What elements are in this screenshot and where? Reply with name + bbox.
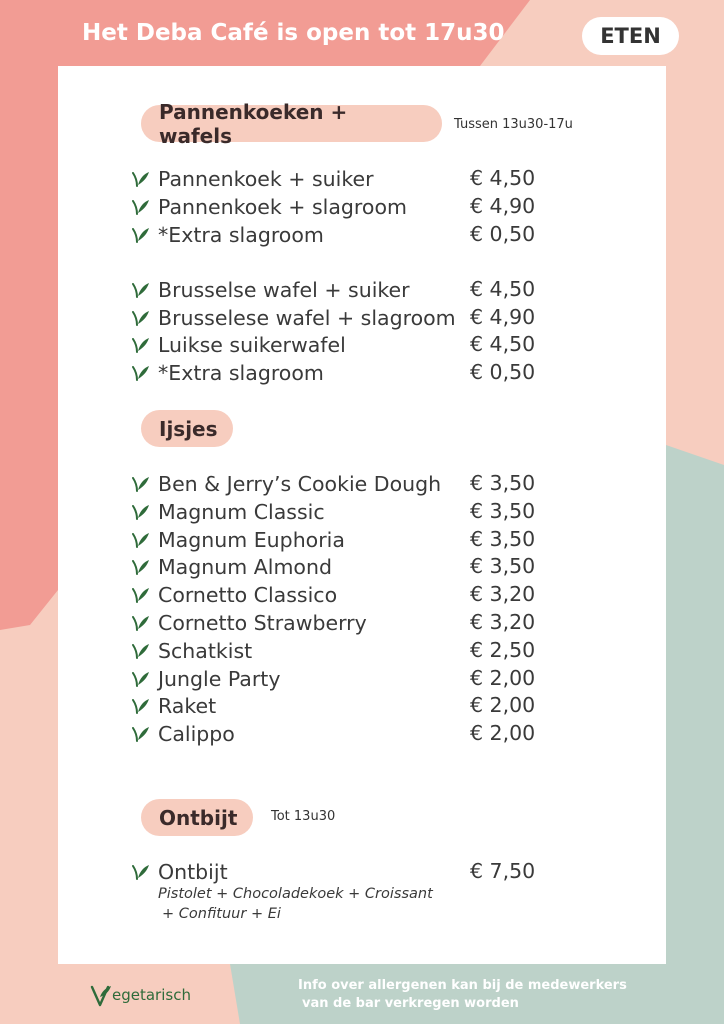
item-price: € 4,90 <box>470 194 536 218</box>
section-title-pancakes: Pannenkoeken + wafels <box>141 105 442 142</box>
item-price: € 3,50 <box>470 498 536 523</box>
item-name: *Extra slagroom <box>158 361 324 386</box>
item-name: *Extra slagroom <box>158 223 324 247</box>
section-title-icecream: Ijsjes <box>141 410 233 447</box>
vegetarian-label: egetarisch <box>112 986 191 1004</box>
item-price: € 3,20 <box>470 582 536 607</box>
item-name: Magnum Almond <box>158 555 332 580</box>
item-name: Magnum Euphoria <box>158 527 345 552</box>
item-price: € 0,50 <box>470 360 536 385</box>
leaf-icon <box>132 670 150 688</box>
item-price: € 4,90 <box>470 304 536 329</box>
item-name: Magnum Classic <box>158 499 325 524</box>
item-price: € 3,20 <box>470 610 536 634</box>
section-note-pancakes: Tussen 13u30-17u <box>454 117 573 132</box>
list-item <box>132 305 456 331</box>
item-price: € 3,50 <box>470 554 536 579</box>
list-item <box>132 471 441 497</box>
allergen-info <box>298 977 678 1013</box>
allergen-info-line: van de bar verkregen worden <box>302 996 519 1011</box>
category-badge: ETEN <box>582 17 679 55</box>
list-item <box>132 194 407 220</box>
item-price: € 2,00 <box>470 665 536 690</box>
item-description: + Confituur + Ei <box>162 906 281 922</box>
leaf-icon <box>132 198 150 216</box>
item-name: Luikse suikerwafel <box>158 333 346 358</box>
list-item <box>132 859 228 885</box>
item-name: Schatkist <box>158 638 253 663</box>
leaf-icon <box>132 531 150 549</box>
section-title-breakfast: Ontbijt <box>141 799 253 836</box>
list-item <box>132 499 325 525</box>
item-name: Cornetto Classico <box>158 583 338 608</box>
leaf-icon <box>132 475 150 493</box>
item-name: Calippo <box>158 722 235 747</box>
item-name: Cornetto Strawberry <box>158 611 367 635</box>
list-item <box>132 610 367 636</box>
item-price: € 4,50 <box>470 332 536 357</box>
item-price: € 3,50 <box>470 471 536 495</box>
item-name: Pannenkoek + suiker <box>158 167 374 191</box>
item-name: Ontbijt <box>158 860 228 884</box>
leaf-icon <box>132 281 150 299</box>
list-item <box>132 721 235 747</box>
leaf-icon <box>132 364 150 382</box>
leaf-icon <box>132 586 150 604</box>
list-item <box>132 554 332 580</box>
item-price: € 0,50 <box>470 222 536 246</box>
item-price: € 4,50 <box>470 166 536 190</box>
item-description: Pistolet + Chocoladekoek + Croissant <box>158 886 433 902</box>
page-title: Het Deba Café is open tot 17u30 <box>82 20 505 46</box>
list-item <box>132 166 374 192</box>
leaf-icon <box>132 642 150 660</box>
leaf-icon <box>132 558 150 576</box>
list-item <box>132 332 346 358</box>
item-name: Ben & Jerry’s Cookie Dough <box>158 472 442 496</box>
leaf-icon <box>132 336 150 354</box>
item-name: Jungle Party <box>158 666 281 691</box>
list-item <box>132 582 337 608</box>
leaf-icon <box>132 226 150 244</box>
list-item <box>132 638 252 664</box>
leaf-icon <box>132 614 150 632</box>
item-price: € 4,50 <box>470 277 536 301</box>
item-price: € 2,00 <box>470 693 536 718</box>
item-price: € 2,50 <box>470 637 536 662</box>
list-item <box>132 277 410 303</box>
leaf-icon <box>132 503 150 521</box>
list-item <box>132 222 324 248</box>
vegetarian-legend <box>90 983 191 1007</box>
list-item <box>132 527 345 553</box>
item-price: € 3,50 <box>470 526 536 551</box>
leaf-icon <box>132 309 150 327</box>
leaf-icon <box>132 725 150 743</box>
item-name: Pannenkoek + slagroom <box>158 195 407 219</box>
item-name: Brusselese wafel + slagroom <box>158 305 456 330</box>
item-name: Brusselse wafel + suiker <box>158 278 410 302</box>
list-item <box>132 666 280 692</box>
list-item <box>132 360 324 386</box>
item-price: € 2,00 <box>470 721 536 746</box>
leaf-icon <box>132 170 150 188</box>
item-price: € 7,50 <box>470 859 536 883</box>
leaf-icon <box>132 863 150 881</box>
section-note-breakfast: Tot 13u30 <box>271 809 336 824</box>
list-item <box>132 693 216 719</box>
vegetarian-logo-icon <box>90 983 112 1007</box>
item-name: Raket <box>158 694 217 719</box>
leaf-icon <box>132 697 150 715</box>
allergen-info-line: Info over allergenen kan bij de medewerkers <box>298 978 627 993</box>
